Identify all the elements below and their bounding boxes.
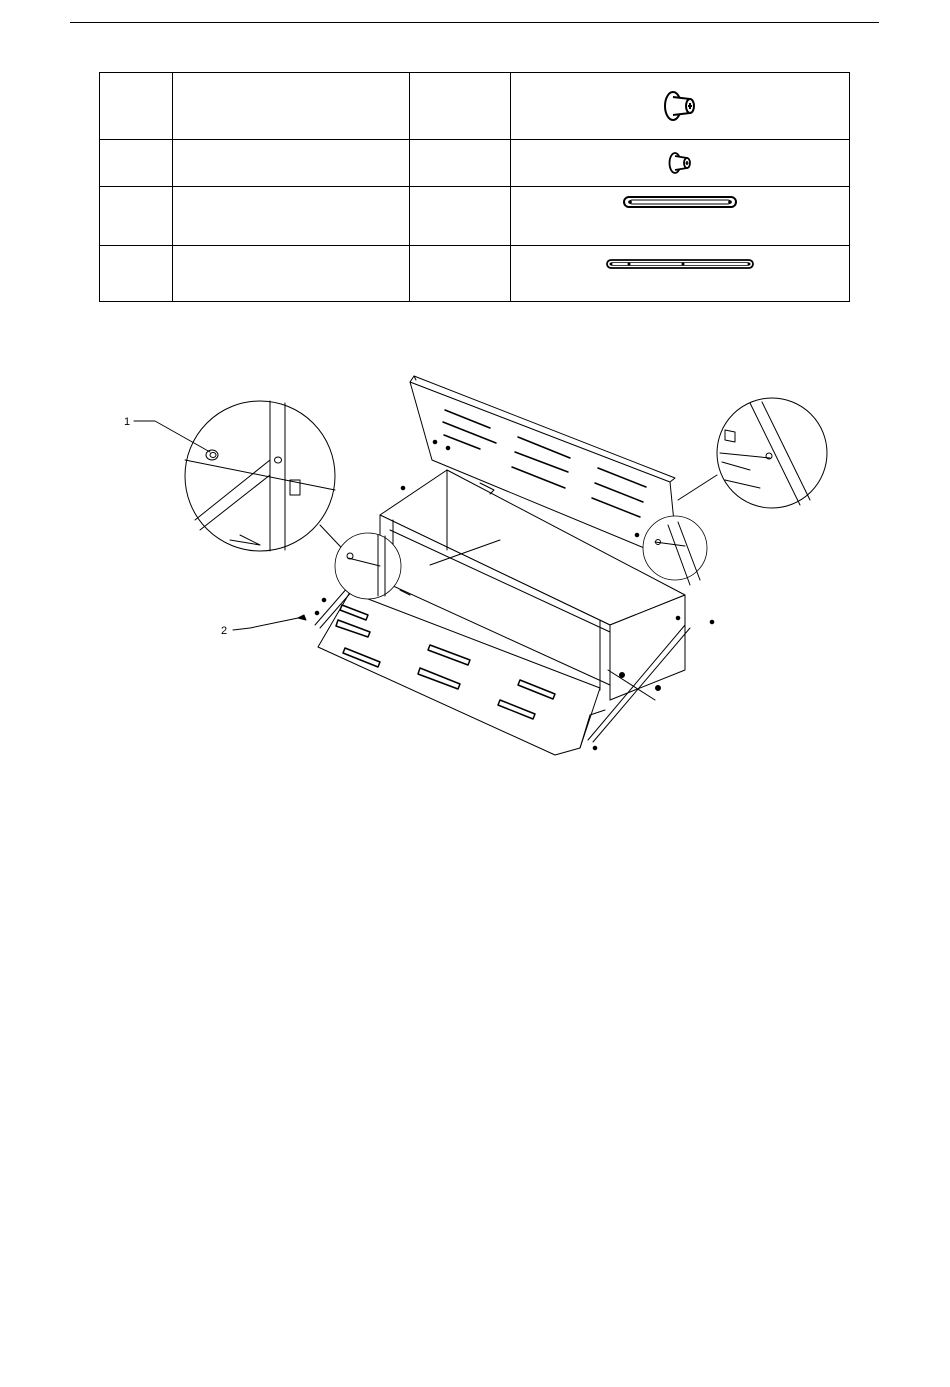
part-quantity-cell [410, 73, 511, 140]
large-screw-icon [660, 88, 700, 124]
callout-label-1: 1 [124, 416, 131, 428]
assembly-diagram [110, 370, 840, 770]
part-quantity-cell [410, 246, 511, 302]
part-name-cell [173, 246, 410, 302]
table-row [100, 187, 850, 246]
table-row [100, 140, 850, 187]
part-image-cell [511, 73, 850, 140]
part-image-cell [511, 140, 850, 187]
detail-circle-left [185, 401, 353, 560]
part-name-cell [173, 73, 410, 140]
callout-label-2: 2 [221, 625, 228, 637]
part-number-cell [100, 140, 173, 187]
small-screw-icon [666, 150, 694, 176]
part-image-cell [511, 187, 850, 246]
parts-table [99, 72, 850, 302]
part-number-cell [100, 187, 173, 246]
long-strap-icon [605, 258, 755, 270]
part-image-cell [511, 246, 850, 302]
part-number-cell [100, 73, 173, 140]
part-number-cell [100, 246, 173, 302]
table-row [100, 246, 850, 302]
short-strap-icon [622, 194, 738, 210]
header-rule [70, 22, 879, 23]
detail-circle-center [335, 533, 401, 599]
part-quantity-cell [410, 140, 511, 187]
detail-circle-lid [643, 516, 707, 585]
detail-circle-right [678, 398, 827, 508]
part-name-cell [173, 187, 410, 246]
part-quantity-cell [410, 187, 511, 246]
part-name-cell [173, 140, 410, 187]
table-row [100, 73, 850, 140]
